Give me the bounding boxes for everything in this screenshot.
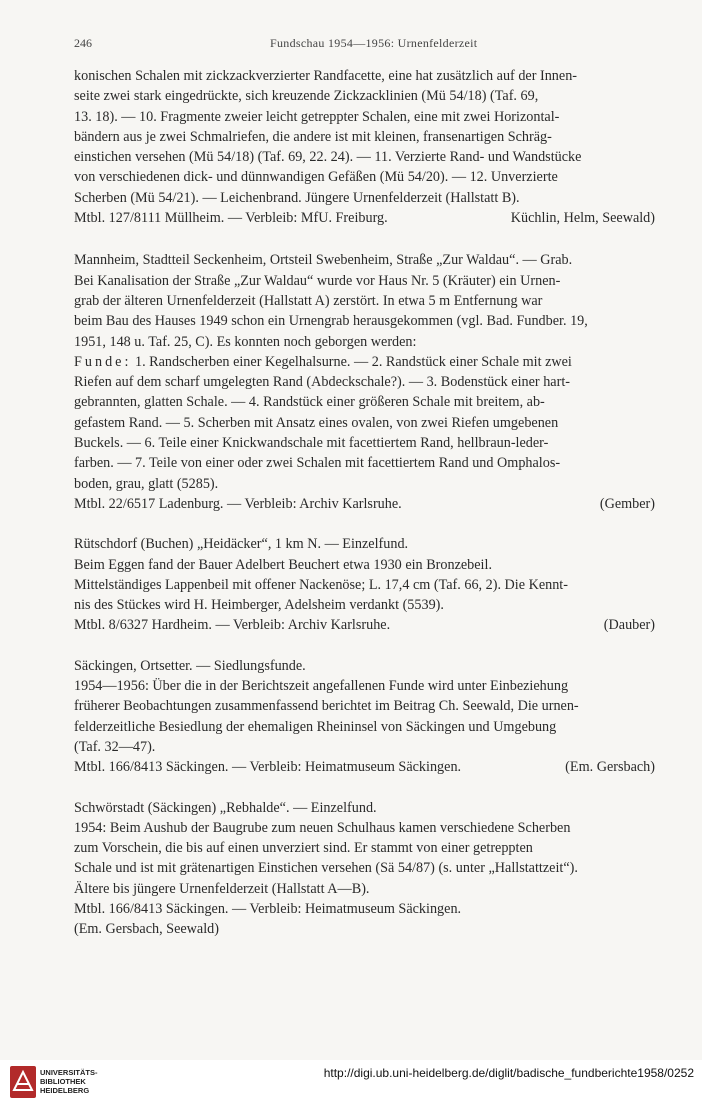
paragraph-line: von verschiedenen dick- und dünnwandigen Gefäßen (Mü 54/20). — 12. Unverzierte xyxy=(74,169,558,186)
paragraph-line: gebrannten, glatten Schale. — 4. Randstück einer größeren Schale mit breitem, ab- xyxy=(74,394,545,411)
paragraph-line: beim Bau des Hauses 1949 schon ein Urnengrab herausgekommen (vgl. Bad. Fundber. 19, xyxy=(74,313,588,330)
paragraph-line: nis des Stückes wird H. Heimberger, Adelsheim verdankt (5539). xyxy=(74,597,444,614)
mtbl-reference: Mtbl. 127/8111 Müllheim. — Verbleib: MfU. Freiburg. xyxy=(74,210,388,227)
entry-place: Säckingen, xyxy=(74,657,137,674)
paragraph-line: gefastem Rand. — 5. Scherben mit Ansatz eines ovalen, von zwei Riefen umgebenen xyxy=(74,414,559,431)
funde-label: Funde: xyxy=(74,353,132,370)
paragraph-line: seite zwei stark eingedrückte, sich kreuzende Zickzacklinien (Mü 54/18) (Taf. 69, xyxy=(74,88,539,105)
paragraph-line: felderzeitliche Besiedlung der ehemaligen Rheininsel von Säckingen und Umgebung xyxy=(74,718,557,735)
mtbl-reference: Mtbl. 166/8413 Säckingen. — Verbleib: Heimatmuseum Säckingen. xyxy=(74,759,462,776)
mtbl-line xyxy=(74,757,655,777)
paragraph-line: grab der älteren Urnenfelderzeit (Hallstatt A) zerstört. In etwa 5 m Entfernung war xyxy=(74,292,543,309)
authors: (Dauber) xyxy=(603,617,655,634)
permalink-url[interactable]: http://digi.ub.uni-heidelberg.de/diglit/badische_fundberichte1958/0252 xyxy=(323,1066,694,1080)
entry-place: Rütschdorf xyxy=(74,536,138,553)
university-library-logo-icon xyxy=(8,1064,38,1100)
library-line3: HEIDELBERG xyxy=(40,1086,90,1095)
paragraph-line: Bei Kanalisation der Straße „Zur Waldau“ wurde vor Haus Nr. 5 (Kräuter) ein Urnen- xyxy=(74,272,561,289)
entry-title-rest: Stadtteil Seckenheim, Ortsteil Swebenheim, Straße „Zur Waldau“. — Grab. xyxy=(139,252,573,269)
library-line2: BIBLIOTHEK xyxy=(40,1077,86,1086)
paragraph-line: boden, grau, glatt (5285). xyxy=(74,475,219,492)
page-body xyxy=(74,66,655,940)
mtbl-reference: Mtbl. 166/8413 Säckingen. — Verbleib: Heimatmuseum Säckingen. xyxy=(74,900,462,917)
paragraph-line: Mittelständiges Lappenbeil mit offener Nackenöse; L. 17,4 cm (Taf. 66, 2). Die Kennt- xyxy=(74,576,568,593)
paragraph-line: Beim Eggen fand der Bauer Adelbert Beuchert etwa 1930 ein Bronzebeil. xyxy=(74,556,492,573)
paragraph-line: Buckels. — 6. Teile einer Knickwandschale mit facettiertem Rand, hellbraun-leder- xyxy=(74,435,549,452)
running-title: Fundschau 1954—1956: Urnenfelderzeit xyxy=(270,36,478,50)
paragraph-line: Schale und ist mit grätenartigen Einstichen versehen (Sä 54/87) (s. unter „Hallstattzeit“). xyxy=(74,860,578,877)
paragraph-line: 1954—1956: Über die in der Berichtszeit angefallenen Funde wird unter Einbeziehung xyxy=(74,678,569,695)
mtbl-reference: Mtbl. 8/6327 Hardheim. — Verbleib: Archiv Karlsruhe. xyxy=(74,617,391,634)
library-line1: UNIVERSITÄTS- xyxy=(40,1068,98,1077)
paragraph-line: früherer Beobachtungen zusammenfassend berichtet im Beitrag Ch. Seewald, Die urnen- xyxy=(74,698,579,715)
entry-title-mannheim xyxy=(74,250,655,270)
entry-place: Schwörstadt xyxy=(74,799,145,816)
entry-title-rest: (Buchen) „Heidäcker“, 1 km N. — Einzelfund. xyxy=(137,536,409,553)
paragraph-line: einstichen versehen (Mü 54/18) (Taf. 69, 22. 24). — 11. Verzierte Rand- und Wandstücke xyxy=(74,149,582,166)
library-name xyxy=(40,1068,98,1095)
entry-place: Mannheim, xyxy=(74,252,140,269)
paragraph-line: (Taf. 32—47). xyxy=(74,738,156,755)
mtbl-reference: Mtbl. 22/6517 Ladenburg. — Verbleib: Archiv Karlsruhe. xyxy=(74,495,402,512)
viewer-footer xyxy=(0,1060,702,1106)
paragraph-line: 1954: Beim Aushub der Baugrube zum neuen Schulhaus kamen verschiedene Scherben xyxy=(74,819,571,836)
entry-title-ruetschdorf xyxy=(74,534,655,554)
entry-title-saeckingen xyxy=(74,656,655,676)
paragraph-line: zum Vorschein, die bis auf einen unverziert sind. Er stammt von einer getreppten xyxy=(74,840,533,857)
authors: (Em. Gersbach, Seewald) xyxy=(74,921,219,938)
mtbl-line xyxy=(74,615,655,635)
paragraph-line: konischen Schalen mit zickzackverzierter Randfacette, eine hat zusätzlich auf der Innen- xyxy=(74,68,578,84)
entry-title-schwoerstadt xyxy=(74,798,655,818)
entry-title-rest: Ortsetter. — Siedlungsfunde. xyxy=(136,657,306,674)
paragraph-line: 1951, 148 u. Taf. 25, C). Es konnten noch geborgen werden: xyxy=(74,333,417,350)
paragraph-line: bändern aus je zwei Schmalriefen, die andere ist mit kleinen, fransenartigen Schräg- xyxy=(74,128,552,145)
entry-title-rest: (Säckingen) „Rebhalde“. — Einzelfund. xyxy=(144,799,377,816)
authors: (Gember) xyxy=(599,495,655,512)
authors: Küchlin, Helm, Seewald) xyxy=(510,210,655,227)
authors: (Em. Gersbach) xyxy=(565,759,655,776)
page-number: 246 xyxy=(74,36,92,50)
paragraph-line: 13. 18). — 10. Fragmente zweier leicht getreppter Schalen, eine mit zwei Horizontal- xyxy=(74,108,560,125)
paragraph-line: Ältere bis jüngere Urnenfelderzeit (Hallstatt A—B). xyxy=(74,880,370,897)
funde-line xyxy=(74,352,655,372)
paragraph-line: farben. — 7. Teile von einer oder zwei Schalen mit facettiertem Rand und Omphalos- xyxy=(74,455,561,472)
mtbl-line xyxy=(74,494,655,514)
mtbl-line xyxy=(74,208,655,228)
paragraph-line: Riefen auf dem scharf umgelegten Rand (Abdeckschale?). — 3. Bodenstück einer hart- xyxy=(74,374,570,391)
paragraph-line: Scherben (Mü 54/21). — Leichenbrand. Jüngere Urnenfelderzeit (Hallstatt B). xyxy=(74,189,520,206)
funde-first: 1. Randscherben einer Kegelhalsurne. — 2. Randstück einer Schale mit zwei xyxy=(131,353,572,370)
